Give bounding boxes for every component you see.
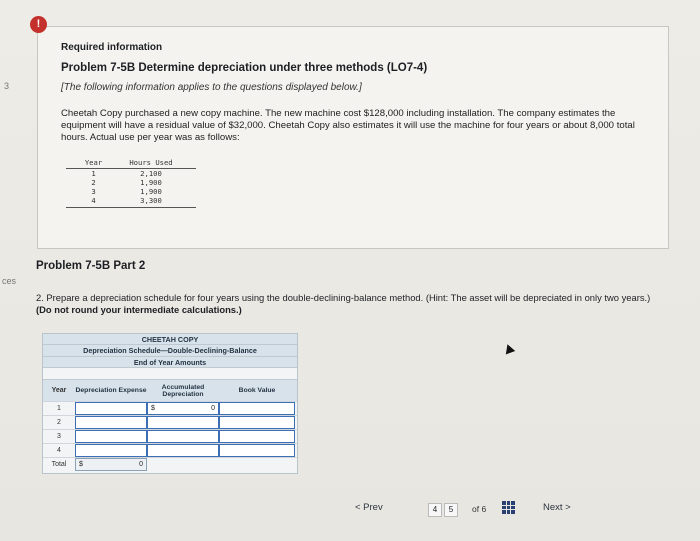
blank-total-cell [219, 458, 295, 471]
total-label: Total [51, 461, 67, 468]
year-label: 4 [57, 447, 61, 454]
part2-title: Problem 7-5B Part 2 [36, 260, 146, 272]
accumulated-depreciation-input-1[interactable] [147, 402, 219, 415]
year-cell: 4 [91, 196, 96, 205]
depreciation-expense-input-2[interactable] [75, 416, 147, 429]
depreciation-expense-input-1[interactable] [75, 402, 147, 415]
book-value-header: Book Value [238, 387, 276, 394]
schedule-company: CHEETAH COPY [43, 334, 297, 345]
accumulated-depreciation-input-3[interactable] [147, 430, 219, 443]
grid-icon[interactable] [502, 501, 515, 514]
depreciation-expense-header: Depreciation Expense [75, 387, 147, 394]
page-total: of 6 [472, 504, 487, 514]
table-row [66, 187, 196, 196]
problem-note: [The following information applies to the questions displayed below.] [61, 82, 362, 93]
page-5-button[interactable]: 5 [444, 503, 458, 517]
schedule-row-total [43, 457, 297, 471]
cursor-arrow-icon [503, 343, 515, 355]
year-cell: 1 [91, 169, 96, 178]
schedule-row-year-2 [43, 415, 297, 429]
accumulated-depreciation-input-2[interactable] [147, 416, 219, 429]
year-label: 1 [57, 405, 61, 412]
table-row [66, 178, 196, 187]
year-column-header: Year [51, 387, 67, 394]
alert-icon: ! [30, 16, 47, 33]
book-value-input-3[interactable] [219, 430, 295, 443]
problem-title: Problem 7-5B Determine depreciation under three methods (LO7-4) [61, 62, 428, 74]
next-button[interactable]: Next > [543, 502, 571, 513]
depreciation-expense-total [75, 458, 147, 471]
question-bold: (Do not round your intermediate calculations.) [36, 304, 242, 315]
schedule-row-year-4 [43, 443, 297, 457]
depreciation-schedule [42, 333, 298, 474]
year-header: Year [84, 158, 103, 167]
accumulated-zero: 0 [211, 405, 215, 412]
schedule-column-headers [43, 379, 297, 401]
table-footer-rule [66, 207, 196, 208]
question-prefix: 2. Prepare a depreciation schedule for four years using the double-declining-balance method. (Hint: The asset will be depreciated in only two years.) [36, 292, 651, 303]
book-value-input-2[interactable] [219, 416, 295, 429]
accumulated-depreciation-header: Accumulated Depreciation [161, 383, 205, 398]
left-edge-ces: ces [2, 276, 17, 286]
required-information-title: Required information [61, 42, 163, 53]
problem-paragraph: Cheetah Copy purchased a new copy machine. The new machine cost $128,000 including installation. The company estimates the equipment will have a residual value of $32,000. Cheetah Copy also estimates it will use the machine for four years or about 8,000 total hours. Actual use per year was as follows: [61, 108, 635, 143]
dollar-sign: $ [151, 405, 155, 412]
year-cell: 2 [91, 178, 96, 187]
accumulated-depreciation-input-4[interactable] [147, 444, 219, 457]
prev-button[interactable]: < Prev [355, 502, 383, 513]
year-label: 3 [57, 433, 61, 440]
hours-cell: 1,900 [140, 187, 162, 196]
page-4-button[interactable]: 4 [428, 503, 442, 517]
depreciation-expense-input-3[interactable] [75, 430, 147, 443]
hours-cell: 3,300 [140, 196, 162, 205]
schedule-title: Depreciation Schedule—Double-Declining-Balance [43, 345, 297, 357]
year-label: 2 [57, 419, 61, 426]
book-value-input-1[interactable] [219, 402, 295, 415]
book-value-input-4[interactable] [219, 444, 295, 457]
schedule-row-year-3 [43, 429, 297, 443]
dollar-sign: $ [79, 461, 83, 468]
total-zero: 0 [139, 461, 143, 468]
hours-cell: 1,900 [140, 178, 162, 187]
blank-total-cell [147, 458, 219, 471]
schedule-subtitle: End of Year Amounts [43, 357, 297, 368]
table-row [66, 196, 196, 205]
hours-header: Hours Used [129, 158, 173, 167]
year-cell: 3 [91, 187, 96, 196]
hours-cell: 2,100 [140, 169, 162, 178]
schedule-row-year-1 [43, 401, 297, 415]
left-edge-3: 3 [4, 81, 10, 91]
depreciation-expense-input-4[interactable] [75, 444, 147, 457]
schedule-grid [43, 379, 297, 471]
table-row [66, 169, 196, 178]
hours-used-table [66, 158, 196, 208]
question-text [36, 292, 666, 316]
hours-table-header [66, 158, 196, 169]
